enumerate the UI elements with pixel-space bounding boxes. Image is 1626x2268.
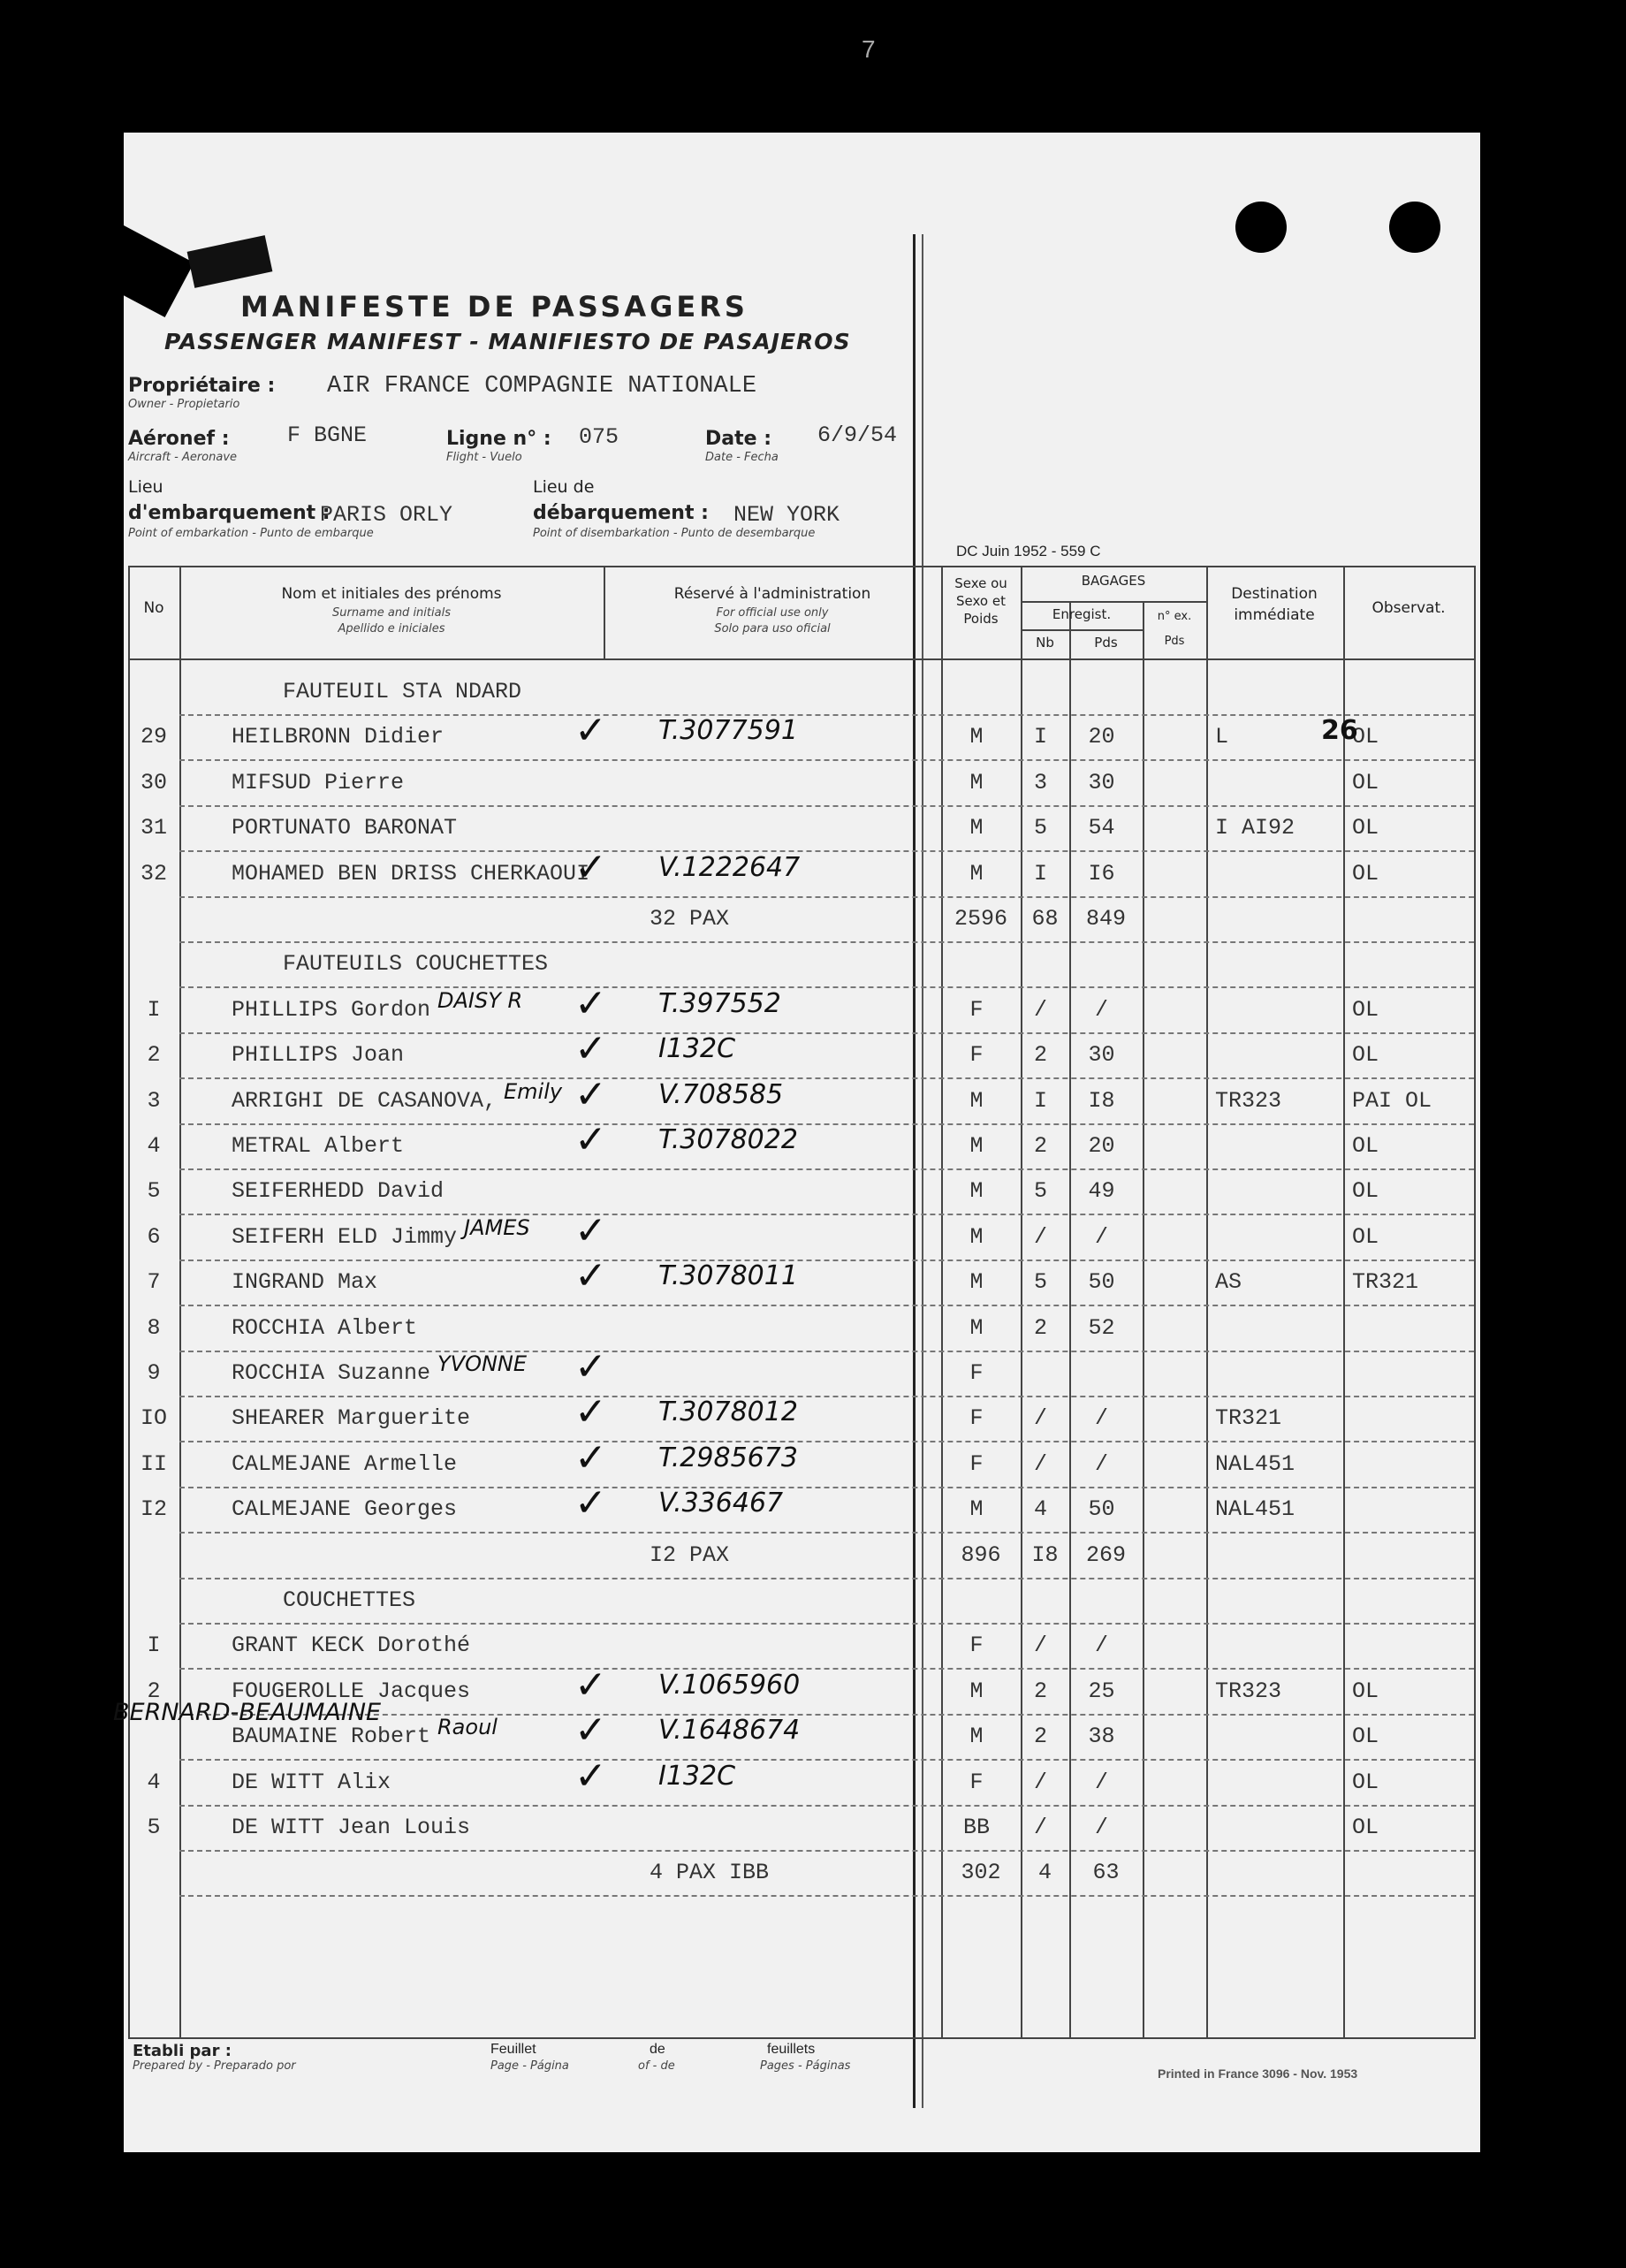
- row-divider: [179, 986, 1474, 988]
- cell-nb: 2: [1033, 1314, 1047, 1341]
- row-divider: [179, 1214, 1474, 1215]
- cell-nb: 2: [1033, 1724, 1047, 1750]
- cell-sex: M: [969, 1269, 984, 1296]
- col-admin-es: Solo para uso oficial: [714, 622, 831, 635]
- row-divider: [179, 1578, 1474, 1579]
- aircraft-value: F BGNE: [287, 422, 368, 448]
- check-mark-icon: ✓: [574, 1344, 607, 1389]
- prepared-label: Etabli par :: [133, 2042, 232, 2060]
- manifest-title: MANIFESTE DE PASSAGERS: [240, 290, 748, 323]
- row-divider: [179, 805, 1474, 807]
- row-divider: [179, 1305, 1474, 1306]
- ticket-number: I132C: [658, 1760, 736, 1792]
- cell-sex: BB: [962, 1815, 990, 1840]
- top-mark: 7: [862, 35, 876, 63]
- owner-sublabel: Owner - Propietario: [128, 398, 240, 411]
- cell-pds: 49: [1088, 1178, 1115, 1205]
- cell-nb: 5: [1033, 1269, 1047, 1296]
- ticket-number: T.3078022: [658, 1124, 798, 1155]
- passenger-name: ARRIGHI DE CASANOVA,: [232, 1087, 498, 1114]
- cell-sex: M: [969, 1724, 984, 1750]
- cell-dest: I AI92: [1215, 815, 1295, 841]
- handwritten-first-name: Raoul: [437, 1715, 498, 1740]
- cell-sex: M: [969, 1496, 984, 1523]
- row-divider: [179, 1668, 1474, 1670]
- cell-sex: M: [969, 1678, 984, 1704]
- row-divider: [179, 1032, 1474, 1034]
- cell-nb: I: [1033, 860, 1047, 887]
- cell-sex: F: [969, 1360, 984, 1386]
- row-number: 2: [147, 1042, 161, 1069]
- col-remarks: Observat.: [1371, 599, 1446, 617]
- sheet-sublabel: Page - Página: [490, 2059, 569, 2073]
- cell-pds: /: [1094, 1815, 1108, 1840]
- cell-obs: OL: [1352, 1815, 1379, 1840]
- row-number: 3: [147, 1087, 161, 1114]
- line-sublabel: Flight - Vuelo: [446, 451, 522, 464]
- row-number: 8: [147, 1314, 161, 1341]
- punch-hole-left: [1235, 202, 1287, 253]
- cell-obs: OL: [1352, 1133, 1379, 1159]
- row-divider: [179, 714, 1474, 716]
- cell-dest: NAL451: [1215, 1496, 1295, 1523]
- section-heading: FAUTEUIL STA NDARD: [283, 679, 522, 704]
- cell-nb: /: [1033, 1769, 1047, 1795]
- row-divider: [179, 1396, 1474, 1397]
- passenger-name: HEILBRONN Didier: [232, 724, 444, 750]
- cell-obs: PAI OL: [1352, 1087, 1432, 1114]
- cell-sex: F: [969, 1769, 984, 1795]
- total-label: 32 PAX: [650, 906, 730, 932]
- cell-pds: 30: [1088, 769, 1115, 795]
- passenger-name: ROCCHIA Albert: [232, 1314, 418, 1341]
- row-divider: [179, 759, 1474, 761]
- passenger-name: PORTUNATO BARONAT: [232, 815, 458, 841]
- row-divider: [179, 1168, 1474, 1170]
- row-divider: [179, 1895, 1474, 1897]
- cell-nb: 5: [1033, 1178, 1047, 1205]
- cell-sex: M: [969, 815, 984, 841]
- col-sex: Sexe ou Sexo et Poids: [954, 575, 1007, 627]
- ticket-number: I132C: [658, 1033, 736, 1065]
- cell-obs: OL: [1352, 1724, 1379, 1750]
- sheets-sublabel: Pages - Páginas: [760, 2059, 851, 2073]
- cell-nb: 2: [1033, 1678, 1047, 1704]
- passenger-name: DE WITT Jean Louis: [232, 1815, 471, 1840]
- total-label: I2 PAX: [650, 1541, 730, 1568]
- cell-sex: F: [969, 1042, 984, 1069]
- cell-pds: /: [1094, 1405, 1108, 1432]
- total-sex: 2596: [954, 906, 1007, 932]
- ticket-number: T.3077591: [658, 715, 798, 747]
- cell-sex: M: [969, 860, 984, 887]
- col-line-7: [1206, 566, 1208, 2037]
- passenger-name: CALMEJANE Armelle: [232, 1450, 458, 1477]
- handwritten-first-name: JAMES: [464, 1214, 530, 1240]
- check-mark-icon: ✓: [574, 1026, 607, 1072]
- row-divider: [179, 1351, 1474, 1352]
- cell-dest: TR321: [1215, 1405, 1282, 1432]
- check-mark-icon: ✓: [574, 1753, 607, 1799]
- cell-dest: TR323: [1215, 1087, 1282, 1114]
- row-divider: [179, 850, 1474, 852]
- fold-line: [913, 234, 916, 2108]
- manifest-subtitle: PASSENGER MANIFEST - MANIFIESTO DE PASAJEROS: [164, 329, 851, 354]
- cell-obs: OL: [1352, 860, 1379, 887]
- cell-pds: /: [1094, 996, 1108, 1023]
- col-admin-en: For official use only: [716, 606, 829, 620]
- col-line-6: [1143, 601, 1144, 2037]
- cell-obs: TR321: [1352, 1269, 1419, 1296]
- cell-sex: F: [969, 1450, 984, 1477]
- total-pds: 849: [1085, 906, 1126, 932]
- total-nb: 4: [1037, 1860, 1052, 1886]
- embark-value: PARIS ORLY: [320, 502, 453, 528]
- cell-sex: F: [969, 996, 984, 1023]
- row-number: I: [147, 1633, 161, 1659]
- cell-sex: M: [969, 769, 984, 795]
- total-pds: 269: [1085, 1541, 1126, 1568]
- col-name: Nom et initiales des prénoms: [281, 585, 502, 603]
- col-excess-pds: Pds: [1164, 635, 1185, 648]
- row-number: 32: [140, 860, 167, 887]
- cell-nb: 2: [1033, 1042, 1047, 1069]
- total-pds: 63: [1092, 1860, 1120, 1886]
- check-mark-icon: ✓: [574, 844, 607, 890]
- aircraft-label: Aéronef :: [128, 428, 230, 450]
- aircraft-sublabel: Aircraft - Aeronave: [128, 451, 238, 464]
- row-divider: [179, 1077, 1474, 1079]
- ticket-number: T.2985673: [658, 1442, 798, 1473]
- cell-obs: OL: [1352, 1042, 1379, 1069]
- ticket-number: V.1648674: [658, 1715, 801, 1747]
- cell-pds: 52: [1088, 1314, 1115, 1341]
- row-divider: [179, 1532, 1474, 1534]
- cell-nb: 5: [1033, 815, 1047, 841]
- table-top: [128, 566, 1476, 567]
- cell-nb: 3: [1033, 769, 1047, 795]
- prepared-sublabel: Prepared by - Preparado por: [133, 2059, 296, 2073]
- printed-note: Printed in France 3096 - Nov. 1953: [1158, 2066, 1358, 2081]
- col-baggage: BAGAGES: [1081, 573, 1146, 589]
- passenger-name: SHEARER Marguerite: [232, 1405, 471, 1432]
- cell-sex: M: [969, 1178, 984, 1205]
- cell-pds: 50: [1088, 1269, 1115, 1296]
- owner-value: AIR FRANCE COMPAGNIE NATIONALE: [327, 373, 757, 400]
- cell-pds: /: [1094, 1223, 1108, 1250]
- cell-pds: 50: [1088, 1496, 1115, 1523]
- handwritten-first-name: YVONNE: [437, 1351, 528, 1376]
- row-divider: [179, 1850, 1474, 1852]
- col-line-9: [1474, 566, 1476, 2037]
- col-destination: Destination immédiate: [1231, 585, 1318, 624]
- cell-dest: AS: [1215, 1269, 1242, 1296]
- cell-pds: 20: [1088, 1133, 1115, 1159]
- embark-label-top: Lieu: [128, 477, 163, 497]
- check-mark-icon: ✓: [574, 708, 607, 754]
- cell-nb: I: [1033, 724, 1047, 750]
- embark-sublabel: Point of embarkation - Punto de embarque: [128, 527, 374, 540]
- total-sex: 302: [961, 1860, 1001, 1886]
- row-number: 9: [147, 1360, 161, 1386]
- cell-pds: I6: [1088, 860, 1115, 887]
- check-mark-icon: ✓: [574, 1117, 607, 1162]
- row-number: 4: [147, 1133, 161, 1159]
- cell-obs: OL: [1352, 1223, 1379, 1250]
- cell-nb: /: [1033, 1633, 1047, 1659]
- row-number: 5: [147, 1178, 161, 1205]
- cell-obs: OL: [1352, 815, 1379, 841]
- cell-dest: NAL451: [1215, 1450, 1295, 1477]
- fold-line-2: [922, 234, 923, 2108]
- row-number: 7: [147, 1269, 161, 1296]
- cell-sex: M: [969, 1314, 984, 1341]
- col-nb: Nb: [1036, 635, 1054, 651]
- cell-sex: F: [969, 1633, 984, 1659]
- cell-pds: 54: [1088, 815, 1115, 841]
- check-mark-icon: ✓: [574, 1207, 607, 1253]
- check-mark-icon: ✓: [574, 1253, 607, 1299]
- cell-nb: /: [1033, 1815, 1047, 1840]
- col-pds: Pds: [1094, 635, 1118, 651]
- embark-label: d'embarquement :: [128, 502, 331, 524]
- cell-nb: I: [1033, 1087, 1047, 1114]
- row-number: 30: [140, 769, 167, 795]
- passenger-name: DE WITT Alix: [232, 1769, 391, 1795]
- row-divider: [179, 1487, 1474, 1488]
- passenger-name: CALMEJANE Georges: [232, 1496, 458, 1523]
- cell-pds: 38: [1088, 1724, 1115, 1750]
- passenger-name: SEIFERHEDD David: [232, 1178, 444, 1205]
- total-nb: I8: [1031, 1541, 1059, 1568]
- cell-obs: OL: [1352, 1178, 1379, 1205]
- handwritten-count: 26: [1321, 715, 1358, 747]
- row-number: 2: [147, 1678, 161, 1704]
- row-number: 31: [140, 815, 167, 841]
- row-divider: [179, 1441, 1474, 1442]
- handwritten-first-name: DAISY R: [437, 987, 523, 1013]
- cell-obs: OL: [1352, 769, 1379, 795]
- row-number: 4: [147, 1769, 161, 1795]
- row-divider: [179, 1623, 1474, 1625]
- row-number: 29: [140, 724, 167, 750]
- passenger-name: MIFSUD Pierre: [232, 769, 405, 795]
- cell-obs: OL: [1352, 724, 1379, 750]
- col-line-1: [179, 566, 181, 2037]
- owner-label: Propriétaire :: [128, 375, 276, 397]
- disembark-label-top: Lieu de: [533, 477, 595, 497]
- cell-pds: /: [1094, 1450, 1108, 1477]
- check-mark-icon: ✓: [574, 1708, 607, 1754]
- registered-sub-line: [1021, 629, 1143, 631]
- ticket-number: V.336467: [658, 1488, 784, 1519]
- col-name-en: Surname and initials: [332, 606, 451, 620]
- date-value: 6/9/54: [817, 422, 898, 448]
- cell-nb: 2: [1033, 1133, 1047, 1159]
- handwritten-name-correction: BERNARD-BEAUMAINE: [113, 1699, 382, 1727]
- ticket-number: V.1222647: [658, 851, 801, 883]
- line-label: Ligne n° :: [446, 428, 551, 450]
- cell-pds: 20: [1088, 724, 1115, 750]
- of-sublabel: of - de: [638, 2059, 675, 2073]
- row-number: I2: [140, 1496, 167, 1523]
- row-divider: [179, 1805, 1474, 1807]
- section-heading: COUCHETTES: [283, 1587, 416, 1613]
- passenger-name: ROCCHIA Suzanne: [232, 1360, 431, 1386]
- row-number: IO: [140, 1405, 167, 1432]
- cell-nb: /: [1033, 996, 1047, 1023]
- cell-sex: F: [969, 1405, 984, 1432]
- row-divider: [179, 896, 1474, 898]
- cell-nb: /: [1033, 1405, 1047, 1432]
- passenger-name: MOHAMED BEN DRISS CHERKAOUI: [232, 860, 590, 887]
- ticket-number: T.3078012: [658, 1397, 798, 1428]
- cell-dest: L: [1215, 724, 1229, 750]
- check-mark-icon: ✓: [574, 980, 607, 1026]
- passenger-name: FOUGEROLLE Jacques: [232, 1678, 471, 1704]
- passenger-name: INGRAND Max: [232, 1269, 378, 1296]
- cell-pds: 30: [1088, 1042, 1115, 1069]
- form-ref: DC Juin 1952 - 559 C: [956, 543, 1101, 559]
- disembark-label: débarquement :: [533, 502, 709, 524]
- col-registered: Enregist.: [1052, 606, 1112, 622]
- check-mark-icon: ✓: [574, 1071, 607, 1117]
- cell-sex: M: [969, 1133, 984, 1159]
- row-number: 6: [147, 1223, 161, 1250]
- total-nb: 68: [1031, 906, 1059, 932]
- row-divider: [179, 1759, 1474, 1761]
- passenger-name: GRANT KECK Dorothé: [232, 1633, 471, 1659]
- check-mark-icon: ✓: [574, 1435, 607, 1480]
- handwritten-first-name: Emily: [504, 1078, 563, 1104]
- cell-sex: M: [969, 1223, 984, 1250]
- ticket-number: V.1065960: [658, 1669, 801, 1701]
- check-mark-icon: ✓: [574, 1480, 607, 1526]
- check-mark-icon: ✓: [574, 1389, 607, 1435]
- cell-pds: I8: [1088, 1087, 1115, 1114]
- baggage-sub-line: [1021, 601, 1206, 603]
- row-number: 5: [147, 1815, 161, 1840]
- row-divider: [179, 1260, 1474, 1261]
- table-header-bottom: [128, 658, 1476, 660]
- passenger-name: BAUMAINE Robert: [232, 1724, 431, 1750]
- col-name-es: Apellido e iniciales: [338, 622, 445, 635]
- col-excess: n° ex.: [1157, 610, 1192, 623]
- cell-obs: OL: [1352, 996, 1379, 1023]
- line-value: 075: [579, 424, 619, 450]
- punch-hole-right: [1389, 202, 1440, 253]
- table-bottom: [128, 2037, 1476, 2039]
- row-number: I: [147, 996, 161, 1023]
- row-divider: [179, 941, 1474, 943]
- passenger-name: SEIFERH ELD Jimmy: [232, 1223, 458, 1250]
- cell-dest: TR323: [1215, 1678, 1282, 1704]
- ticket-number: V.708585: [658, 1078, 784, 1110]
- disembark-value: NEW YORK: [733, 502, 840, 528]
- cell-obs: OL: [1352, 1769, 1379, 1795]
- cell-pds: /: [1094, 1769, 1108, 1795]
- passenger-name: PHILLIPS Joan: [232, 1042, 405, 1069]
- date-sublabel: Date - Fecha: [705, 451, 779, 464]
- check-mark-icon: ✓: [574, 1662, 607, 1708]
- disembark-sublabel: Point of disembarkation - Punto de desembarque: [533, 527, 816, 540]
- cell-pds: 25: [1088, 1678, 1115, 1704]
- total-label: 4 PAX IBB: [650, 1860, 770, 1886]
- col-no: No: [143, 599, 164, 617]
- row-number: II: [140, 1450, 167, 1477]
- cell-nb: /: [1033, 1450, 1047, 1477]
- passenger-name: METRAL Albert: [232, 1133, 405, 1159]
- cell-nb: 4: [1033, 1496, 1047, 1523]
- ticket-number: T.3078011: [658, 1260, 798, 1292]
- sheet-label: Feuillet: [490, 2042, 536, 2057]
- row-divider: [179, 1123, 1474, 1125]
- cell-sex: M: [969, 724, 984, 750]
- cell-obs: OL: [1352, 1678, 1379, 1704]
- col-admin: Réservé à l'administration: [673, 585, 871, 603]
- ticket-number: T.397552: [658, 987, 781, 1019]
- of-label: de: [650, 2042, 665, 2057]
- cell-nb: /: [1033, 1223, 1047, 1250]
- date-label: Date :: [705, 428, 772, 450]
- total-sex: 896: [961, 1541, 1001, 1568]
- passenger-name: PHILLIPS Gordon: [232, 996, 431, 1023]
- cell-sex: M: [969, 1087, 984, 1114]
- section-heading: FAUTEUILS COUCHETTES: [283, 951, 549, 978]
- sheets-label: feuillets: [767, 2042, 816, 2057]
- cell-pds: /: [1094, 1633, 1108, 1659]
